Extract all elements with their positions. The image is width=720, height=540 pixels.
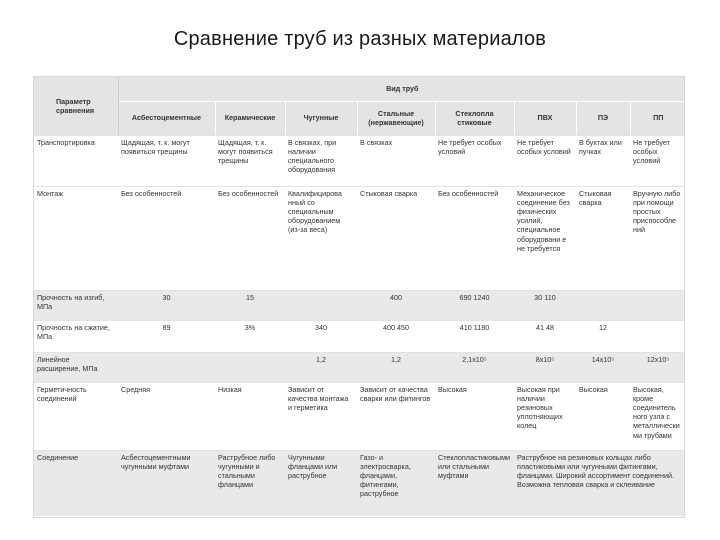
table-cell: 340 [285, 320, 357, 352]
table-cell: Не требует особых условий [630, 135, 685, 186]
row-param-label: Соединение [34, 450, 118, 516]
row-param-label: Герметичность соединений [34, 382, 118, 450]
table-row-tightness [34, 382, 685, 450]
column-header-ceramic: Керамические [215, 101, 285, 135]
table-cell: Зависит от качества монтажа и герметика [285, 382, 357, 450]
column-header-cast-iron: Чугунные [285, 101, 357, 135]
table-cell: 89 [118, 320, 215, 352]
param-header: Параметр сравнения [34, 77, 118, 135]
table-cell: 690 1240 [435, 290, 514, 320]
table-cell: 3% [215, 320, 285, 352]
table-row-bending-strength [34, 290, 685, 320]
comparison-table [34, 77, 685, 516]
table-cell [285, 290, 357, 320]
table-cell: В связках, при наличии специального оборудования [285, 135, 357, 186]
table-row-transport [34, 135, 685, 186]
table-cell: Раструбное либо чугунными и стальными фланцами [215, 450, 285, 516]
table-cell [215, 352, 285, 382]
table-cell: Вручную либо при помощи простых приспособле ний [630, 186, 685, 290]
table-cell: Квалифицирова нный со специальным оборудованием (из-за веса) [285, 186, 357, 290]
table-cell: Без особенностей [435, 186, 514, 290]
table-cell: Щадящая, т. к. могут появиться трещины [215, 135, 285, 186]
table-cell: 2,1x10⁵ [435, 352, 514, 382]
row-param-label: Линейное расширение, МПа [34, 352, 118, 382]
table-cell: 12x10⁵ [630, 352, 685, 382]
table-cell: Средняя [118, 382, 215, 450]
table-cell: Высокая [435, 382, 514, 450]
table-cell: В связках [357, 135, 435, 186]
table-cell: 30 [118, 290, 215, 320]
table-row-compression-strength [34, 320, 685, 352]
table-cell: Высокая, кроме соединитель ного узла с металлически ми трубами [630, 382, 685, 450]
table-cell: 400 [357, 290, 435, 320]
comparison-table-container [33, 76, 685, 518]
table-cell: Без особенностей [215, 186, 285, 290]
table-cell: 41 48 [514, 320, 576, 352]
table-cell [576, 290, 630, 320]
column-header-pp: ПП [630, 101, 685, 135]
table-cell: Не требует особых условий [435, 135, 514, 186]
slide-title: Сравнение труб из разных материалов [173, 28, 547, 50]
table-cell: 1,2 [285, 352, 357, 382]
table-cell: Механическое соединение без физических усилий, специальное оборудовани е не требуется [514, 186, 576, 290]
table-cell: Щадящая, т. к. могут появиться трещины [118, 135, 215, 186]
table-cell: Высокая при наличии резиновых уплотняющих колец [514, 382, 576, 450]
row-param-label: Прочность на изгиб, МПа [34, 290, 118, 320]
table-cell: 15 [215, 290, 285, 320]
table-cell: Не требует особых условий [514, 135, 576, 186]
column-header-asbestos: Асбестоцементные [118, 101, 215, 135]
table-cell: Стыковая сварка [357, 186, 435, 290]
table-cell: 12 [576, 320, 630, 352]
table-cell: 410 1180 [435, 320, 514, 352]
table-cell [630, 320, 685, 352]
table-cell: Чугунными фланцами или раструбное [285, 450, 357, 516]
table-cell: Высокая [576, 382, 630, 450]
table-cell: Стыковая сварка [576, 186, 630, 290]
column-header-fiberglass: Стеклопла стиковые [435, 101, 514, 135]
row-param-label: Транспортировка [34, 135, 118, 186]
table-cell: Газо- и электросварка, фланцами, фитингами, раструбное [357, 450, 435, 516]
table-cell: 30 110 [514, 290, 576, 320]
table-cell: 400 450 [357, 320, 435, 352]
table-cell: Зависит от качества сварки или фитингов [357, 382, 435, 450]
table-cell [630, 290, 685, 320]
table-cell: 14x10⁵ [576, 352, 630, 382]
table-row-connection [34, 450, 685, 516]
table-row-installation [34, 186, 685, 290]
row-param-label: Монтаж [34, 186, 118, 290]
column-header-steel: Стальные (нержавеющие) [357, 101, 435, 135]
table-cell: 1,2 [357, 352, 435, 382]
table-cell: Низкая [215, 382, 285, 450]
table-cell: Без особенностей [118, 186, 215, 290]
table-cell: 8x10⁵ [514, 352, 576, 382]
column-header-pvc: ПВХ [514, 101, 576, 135]
table-cell [118, 352, 215, 382]
table-cell: Стеклопластиковыми или стальными муфтами [435, 450, 514, 516]
table-cell: В бухтах или пучках [576, 135, 630, 186]
table-cell-merged: Раструбное на резиновых кольцах либо пластиковыми или чугунными фитингами, фланцами. Широкий ассортимент соединений. Возможна тепловая сварка и склеивание [514, 450, 685, 516]
table-row-linear-expansion [34, 352, 685, 382]
pipe-type-group-header: Вид труб [118, 77, 685, 101]
row-param-label: Прочность на сжатие, МПа [34, 320, 118, 352]
table-cell: Асбестоцементными чугунными муфтами [118, 450, 215, 516]
column-header-pe: ПЭ [576, 101, 630, 135]
